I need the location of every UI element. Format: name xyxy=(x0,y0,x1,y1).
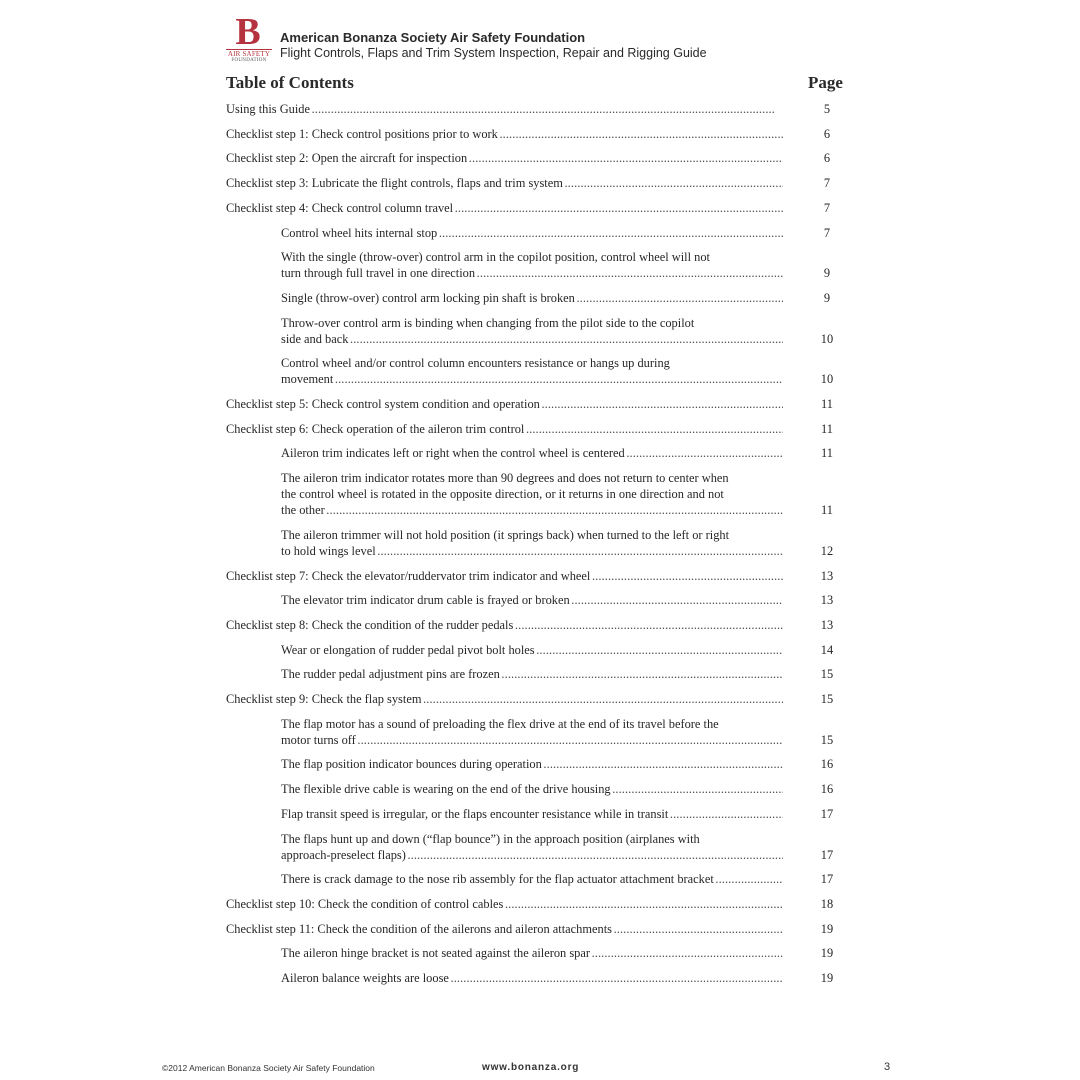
toc-entry-text: to hold wings level . . . xyxy=(281,543,783,559)
toc-subentry[interactable] xyxy=(281,716,783,748)
toc-entry[interactable] xyxy=(226,617,783,633)
toc-subentry[interactable] xyxy=(281,871,783,887)
toc-entry-text: side and back . . . xyxy=(281,331,783,347)
toc-subentry[interactable] xyxy=(281,470,783,518)
toc-page-number: 11 xyxy=(821,446,833,461)
toc-entry-text: turn through full travel in one direction . . . xyxy=(281,265,783,281)
toc-title: Table of Contents xyxy=(226,73,354,92)
toc-page-number: 7 xyxy=(823,225,831,240)
toc-subentry[interactable] xyxy=(281,592,783,608)
toc-entry[interactable] xyxy=(226,126,783,142)
toc-page-number: 10 xyxy=(820,372,834,387)
toc-page-number: 13 xyxy=(820,568,834,583)
organization-name: American Bonanza Society Air Safety Foundation xyxy=(280,30,586,45)
toc-entry[interactable] xyxy=(226,896,783,912)
toc-entry-text: Control wheel and/or control column encounters resistance or hangs up during xyxy=(281,356,670,371)
toc-page-number: 9 xyxy=(823,290,831,305)
toc-entry-text: Control wheel hits internal stop . . . xyxy=(281,225,783,241)
toc-subentry[interactable] xyxy=(281,445,783,461)
toc-page-number: 6 xyxy=(823,151,831,166)
toc-entry[interactable] xyxy=(226,921,783,937)
toc-subentry[interactable] xyxy=(281,806,783,822)
toc-page-number: 7 xyxy=(823,176,831,191)
toc-page-number: 13 xyxy=(820,617,834,632)
toc-entry-text: With the single (throw-over) control arm in the copilot position, control wheel will not xyxy=(281,250,710,265)
toc-page-number: 19 xyxy=(820,971,834,985)
toc-entry-text: There is crack damage to the nose rib assembly for the flap actuator attachment bracket . . . xyxy=(281,871,783,887)
toc-entry-text: Flap transit speed is irregular, or the flaps encounter resistance while in transit . . . xyxy=(281,806,783,822)
toc-page-number: 5 xyxy=(823,102,831,116)
toc-entry-text: The flap position indicator bounces during operation . . . xyxy=(281,756,783,772)
toc-entry-text: Checklist step 5: Check control system condition and operation . . . xyxy=(226,396,783,412)
toc-page-number: 12 xyxy=(820,543,834,558)
toc-subentry[interactable] xyxy=(281,831,783,863)
footer-website: www.bonanza.org xyxy=(482,1062,580,1073)
toc-entry[interactable] xyxy=(226,396,783,412)
toc-page-number: 10 xyxy=(820,331,834,346)
toc-subentry[interactable] xyxy=(281,642,783,658)
toc-subentry[interactable] xyxy=(281,970,783,986)
toc-entry-text: The flap motor has a sound of preloading the flex drive at the end of its travel before the xyxy=(281,716,719,731)
toc-entry-text: Checklist step 8: Check the condition of the rudder pedals . . . xyxy=(226,617,783,633)
toc-entry-text: The flexible drive cable is wearing on the end of the drive housing . . . xyxy=(281,781,783,797)
toc-entry-text: Checklist step 10: Check the condition of control cables . . . xyxy=(226,896,783,912)
toc-entry-text: Checklist step 4: Check control column travel . . . xyxy=(226,200,783,216)
toc-entry-text: Checklist step 2: Open the aircraft for inspection . . . xyxy=(226,150,783,166)
document-subtitle: Flight Controls, Flaps and Trim System Inspection, Repair and Rigging Guide xyxy=(280,46,707,60)
toc-entry[interactable] xyxy=(226,200,783,216)
toc-page-number: 11 xyxy=(821,503,833,518)
toc-page-number: 16 xyxy=(820,757,834,772)
logo-text-air-safety: AIR SAFETY xyxy=(227,50,271,58)
toc-entry-text: The aileron hinge bracket is not seated against the aileron spar . . . xyxy=(281,945,783,961)
toc-page-number: 11 xyxy=(821,397,833,411)
toc-page-number: 17 xyxy=(820,847,834,862)
toc-entry-text: Aileron balance weights are loose . . . xyxy=(281,970,783,986)
toc-page-number: 7 xyxy=(823,200,831,215)
toc-entry-text: Throw-over control arm is binding when changing from the pilot side to the copilot xyxy=(281,315,695,330)
toc-entry-text: The aileron trimmer will not hold position (it springs back) when turned to the left or right xyxy=(281,527,730,542)
toc-page-number: 6 xyxy=(823,126,831,141)
toc-subentry[interactable] xyxy=(281,666,783,682)
toc-page-number: 11 xyxy=(821,421,833,436)
toc-entry-text: Single (throw-over) control arm locking pin shaft is broken . . . xyxy=(281,290,783,306)
toc-entry-text: The elevator trim indicator drum cable is frayed or broken . . . xyxy=(281,592,783,608)
toc-entry-text: Checklist step 9: Check the flap system . . . xyxy=(226,691,783,707)
toc-entry-text: The flaps hunt up and down (“flap bounce”) in the approach position (airplanes with xyxy=(281,831,700,846)
toc-page-number: 9 xyxy=(823,266,831,281)
toc-subentry[interactable] xyxy=(281,225,783,241)
footer-copyright: ©2012 American Bonanza Society Air Safety Foundation xyxy=(162,1063,375,1073)
toc-entry-text: Checklist step 6: Check operation of the aileron trim control . . . xyxy=(226,421,783,437)
toc-entry[interactable] xyxy=(226,568,783,584)
toc-entry-text: Checklist step 1: Check control positions prior to work . . . xyxy=(226,126,783,142)
toc-entry-text: Checklist step 11: Check the condition of the ailerons and aileron attachments . . . xyxy=(226,921,783,937)
toc-entry-text: approach-preselect flaps) . . . xyxy=(281,847,783,863)
toc-subentry[interactable] xyxy=(281,290,783,306)
toc-page-number: 13 xyxy=(820,593,834,608)
toc-entry[interactable] xyxy=(226,421,783,437)
toc-entry-text: The rudder pedal adjustment pins are frozen . . . xyxy=(281,666,783,682)
toc-entry-text: motor turns off . . . xyxy=(281,732,783,748)
toc-subentry[interactable] xyxy=(281,527,783,559)
toc-entry-text: Aileron trim indicates left or right when the control wheel is centered . . . xyxy=(281,445,783,461)
toc-entry-text: Wear or elongation of rudder pedal pivot bolt holes . . . xyxy=(281,642,783,658)
toc-entry-text: movement . . . xyxy=(281,371,783,387)
toc-page-number: 15 xyxy=(820,692,834,706)
toc-entry[interactable] xyxy=(226,691,783,707)
toc-page-number: 19 xyxy=(820,921,834,936)
toc-entry[interactable] xyxy=(226,150,783,166)
footer-page-number: 3 xyxy=(884,1061,891,1073)
toc-entry-text: the other . . . xyxy=(281,502,783,518)
toc-page-number: 17 xyxy=(820,872,834,887)
toc-entry[interactable] xyxy=(226,175,783,191)
logo-text-foundation: FOUNDATION xyxy=(231,58,267,63)
toc-entry-text: the control wheel is rotated in the opposite direction, or it returns in one direction and not xyxy=(281,487,724,502)
toc-entry-text: Using this Guide . . . xyxy=(226,101,783,117)
toc-subentry[interactable] xyxy=(281,945,783,961)
toc-page-number: 19 xyxy=(820,946,834,961)
toc-entry-text: Checklist step 3: Lubricate the flight controls, flaps and trim system . . . xyxy=(226,175,783,191)
toc-entry[interactable] xyxy=(226,101,783,117)
toc-entry-text: The aileron trim indicator rotates more than 90 degrees and does not return to center when xyxy=(281,471,729,486)
toc-subentry[interactable] xyxy=(281,756,783,772)
toc-page-number: 15 xyxy=(820,667,834,682)
toc-page-number: 16 xyxy=(820,782,834,797)
toc-page-number: 18 xyxy=(820,896,834,911)
toc-page-number: 17 xyxy=(820,806,834,821)
toc-entry-text: Checklist step 7: Check the elevator/ruddervator trim indicator and wheel . . . xyxy=(226,568,783,584)
toc-subentry[interactable] xyxy=(281,355,783,387)
toc-page-number: 14 xyxy=(820,642,834,657)
toc-subentry[interactable] xyxy=(281,249,783,281)
toc-subentry[interactable] xyxy=(281,781,783,797)
toc-page-header: Page xyxy=(808,73,843,92)
logo-glyph: B xyxy=(235,11,261,53)
toc-subentry[interactable] xyxy=(281,315,783,347)
toc-page-number: 15 xyxy=(820,732,834,747)
